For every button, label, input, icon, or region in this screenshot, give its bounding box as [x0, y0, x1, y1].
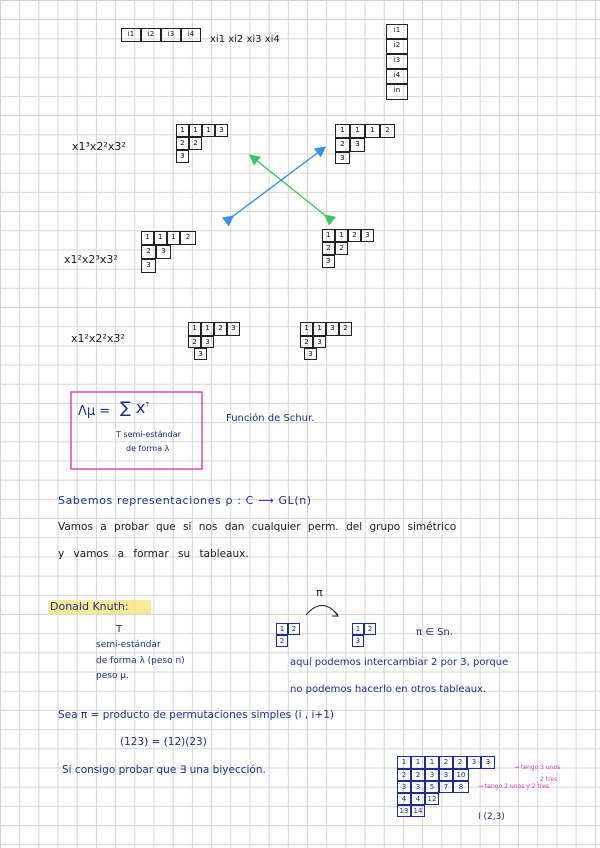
annotation-3: 2 tres [540, 776, 558, 783]
cell: 3 [141, 259, 156, 273]
cell: 1 [397, 756, 411, 769]
cell: 3 [227, 322, 240, 336]
cell: i1 [121, 28, 141, 42]
cell: 12 [425, 793, 439, 805]
cell: 2 [335, 138, 350, 152]
cell: i2 [386, 39, 408, 54]
cell: 1 [335, 124, 350, 138]
cell: 3 [425, 769, 439, 781]
cell: 1 [188, 322, 201, 336]
cell: i3 [386, 54, 408, 69]
cell: 13 [397, 805, 411, 817]
si-line: Si consigo probar que ∃ una biyección. [62, 764, 266, 776]
schur-subscript-1: T semi-estándar [116, 430, 181, 439]
cell: 2 [180, 231, 196, 245]
monomial-2: x1²x2³x3² [64, 253, 118, 266]
pi-top-label: π [316, 586, 323, 599]
cell: 1 [202, 124, 215, 137]
monomial-1: x1³x2²x3² [72, 140, 126, 153]
cell: 1 [276, 623, 288, 635]
cell: 3 [201, 336, 214, 348]
cell: 3 [335, 152, 350, 164]
cell: 3 [326, 322, 339, 336]
text-line-2: Vamos a probar que si nos dan cualquier perm. del grupo simétrico [58, 521, 457, 533]
cell: 2 [339, 322, 352, 336]
schur-lhs: Λμ = [78, 404, 111, 419]
cell: 2 [380, 124, 395, 138]
schur-label: Función de Schur. [226, 413, 315, 424]
cell: 3 [397, 781, 411, 793]
cell: 2 [348, 229, 361, 242]
cell: 2 [214, 322, 227, 336]
cell: 1 [176, 124, 189, 137]
schur-sup: T [145, 401, 150, 409]
cell: in [386, 84, 408, 100]
pi-in-sn: π ∈ Sn. [416, 627, 453, 638]
text-line-1: Sabemos representaciones ρ : C ⟶ GL(n) [58, 494, 312, 507]
cell: 2 [364, 623, 376, 635]
cell: i4 [386, 69, 408, 84]
cell: 1 [141, 231, 154, 245]
cell: 3 [322, 255, 335, 268]
cell: i4 [181, 28, 201, 42]
equation-line: (123) = (12)(23) [120, 736, 207, 748]
t-desc-3: peso μ. [96, 671, 129, 681]
cell: 8 [453, 781, 469, 793]
cell: 1 [313, 322, 326, 336]
cell: 1 [300, 322, 313, 336]
cell: 3 [439, 769, 453, 781]
cell: 2 [397, 769, 411, 781]
cell: 2 [411, 769, 425, 781]
top-row-monomial: xi1 xi2 xi3 xi4 [210, 34, 280, 45]
cell: 2 [188, 336, 201, 348]
cell: 1 [352, 623, 364, 635]
cell: 5 [425, 781, 439, 793]
cell: 3 [304, 348, 317, 360]
aqui-line-2: no podemos hacerlo en otros tableaux. [290, 684, 487, 695]
cell: 1 [167, 231, 180, 245]
cell: 2 [189, 137, 202, 150]
text-line-3: y vamos a formar su tableaux. [58, 548, 249, 560]
cell: 2 [288, 623, 300, 635]
cell: 2 [141, 245, 156, 259]
cell: 3 [194, 348, 207, 360]
cell: 3 [215, 124, 228, 137]
cell: 10 [453, 769, 469, 781]
cell: 2 [322, 242, 335, 255]
schur-sum-text: ∑ x [120, 398, 146, 417]
cell: 1 [350, 124, 365, 138]
cell: 4 [411, 793, 425, 805]
annotation-2: → tengo 2 unos y 2 tres [478, 783, 549, 790]
cell: 14 [411, 805, 425, 817]
cell: 3 [361, 229, 374, 242]
cell: 3 [350, 138, 365, 152]
knuth-heading: Donald Knuth: [50, 600, 129, 613]
cell: 3 [481, 756, 495, 769]
cell: 3 [352, 635, 364, 647]
blue-arrow [232, 148, 324, 217]
cell: 3 [467, 756, 481, 769]
cell: i3 [161, 28, 181, 42]
cell: 2 [176, 137, 189, 150]
monomial-3: x1²x2²x3² [71, 332, 125, 345]
cell: 3 [411, 781, 425, 793]
cell: 3 [313, 336, 326, 348]
cell: 1 [335, 229, 348, 242]
cell: i1 [386, 24, 408, 39]
cell: 3 [156, 245, 171, 259]
schur-sum [120, 398, 149, 417]
aqui-line-1: aquí podemos intercambiar 2 por 3, porque [290, 657, 509, 668]
cell: 2 [335, 242, 348, 255]
annotation-1: → tengo 3 unos [514, 764, 561, 771]
t-desc-1: semi-estándar [96, 640, 161, 650]
cell: 1 [189, 124, 202, 137]
cell: 1 [322, 229, 335, 242]
green-arrow [251, 156, 326, 216]
cell: 1 [365, 124, 380, 138]
pi-curved-arrow [306, 606, 338, 616]
t-label: T [116, 624, 123, 635]
cell: 1 [411, 756, 425, 769]
cell: 2 [453, 756, 467, 769]
cell: 1 [154, 231, 167, 245]
cell: i2 [141, 28, 161, 42]
cell: 1 [425, 756, 439, 769]
cell: 7 [439, 781, 453, 793]
cell: 4 [397, 793, 411, 805]
schur-subscript-2: de forma λ [126, 444, 170, 453]
cell: 3 [176, 150, 189, 163]
cell: 2 [300, 336, 313, 348]
cell: 2 [276, 635, 288, 647]
bottom-label: I (2,3) [478, 812, 505, 822]
sea-line: Sea π = producto de permutaciones simples (i , i+1) [58, 709, 335, 721]
cell: 1 [201, 322, 214, 336]
cell: 2 [439, 756, 453, 769]
t-desc-2: de forma λ (peso n) [96, 656, 185, 666]
